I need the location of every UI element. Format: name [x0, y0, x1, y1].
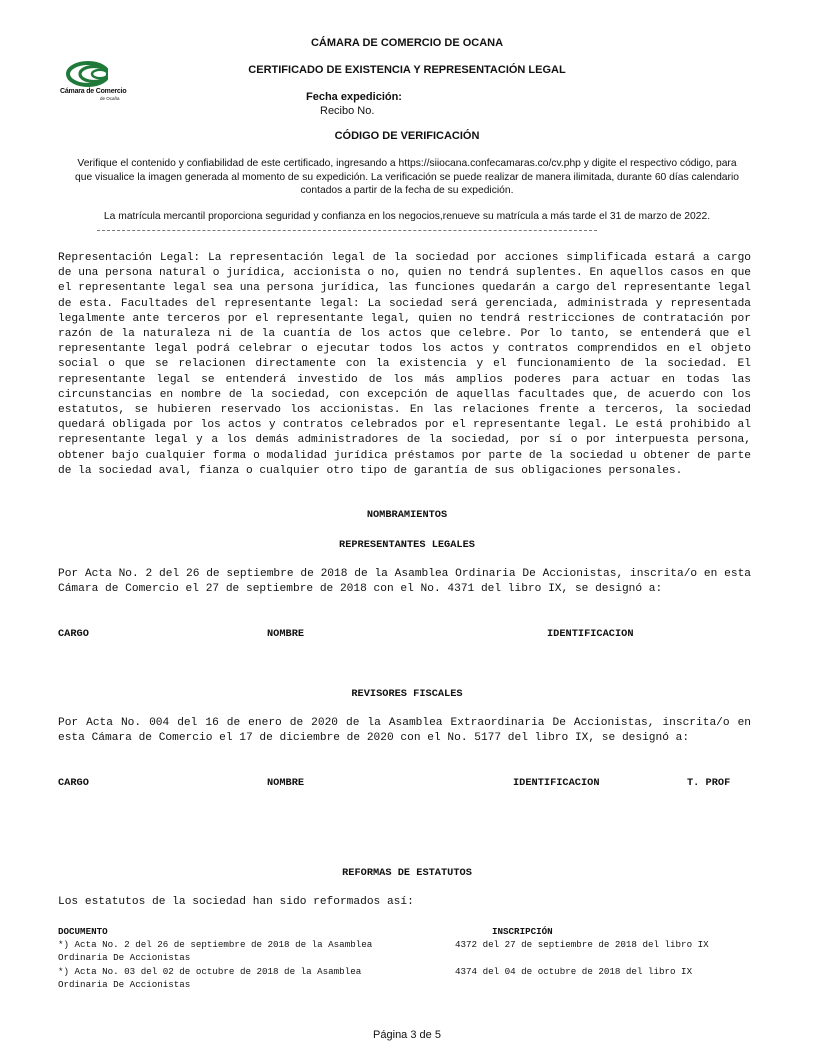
fecha-expedicion-label: Fecha expedición:	[306, 91, 402, 103]
reformas-col-documento: DOCUMENTO	[58, 926, 108, 937]
reforma-row	[58, 939, 458, 964]
reformas-col-inscripcion: INSCRIPCIÓN	[492, 926, 553, 937]
logo-text-line1: Cámara de Comercio	[60, 88, 127, 95]
rev-col-nombre: NOMBRE	[267, 777, 305, 789]
revisores-fiscales-paragraph: Por Acta No. 004 del 16 de enero de 2020 de la Asamblea Extraordinaria De Accionistas, inscrita/o en esta Cámara de Comercio el 17 de diciembre de 2020 con el No. 5177 del libro IX, se designó a:	[58, 717, 751, 745]
representacion-legal-paragraph: Representación Legal: La representación legal de la sociedad por acciones simplificada estará a cargo de una persona natural o jurídica, accionista o no, quien no tendrá suplentes. En aquellos casos en que el representante legal sea una persona jurídica, las funciones quedarán a cargo del representante legal de esta. Facultades del representante legal: La sociedad será gerenciada, administrada y representada legalmente ante terceros por el representante legal, quien no tendrá restricciones de contratación por razón de la naturaleza ni de la cuantía de los actos que celebre. Por lo tanto, se entenderá que el representante legal podrá celebrar o ejecutar todos los actos y contratos comprendidos en el objeto social o que se relacionen directamente con la existencia y el funcionamiento de la sociedad. El representante legal se entenderá investido de los más amplios poderes para actuar en todas las circunstancias en nombre de la sociedad, con excepción de aquellas facultades que, de acuerdo con los estatutos, se hubieren reservado los accionistas. En las relaciones frente a terceros, la sociedad quedará obligada por los actos y contratos celebrados por el representante legal. Le está prohibido al representante legal y a los demás administradores de la sociedad, por sí o por interpuesta persona, obtener bajo cualquier forma o modalidad jurídica préstamos por parte de la sociedad u obtener de parte de la sociedad aval, fianza o cualquier otro tipo de garantía de sus obligaciones personales.	[58, 252, 751, 477]
verification-notice	[0, 157, 814, 198]
reforma-row-doc-line1: *) Acta No. 2 del 26 de septiembre de 2018 de la Asamblea	[58, 939, 373, 950]
reforma-row-inscripcion: 4372 del 27 de septiembre de 2018 del libro IX	[455, 939, 709, 950]
verification-line-2: que visualice la imagen generada al momento de su expedición. La verificación se puede realizar de manera ilimitada, durante 60 días calendario	[75, 171, 739, 183]
reforma-row	[58, 966, 458, 991]
reforma-row-doc-line2: Ordinaria De Accionistas	[58, 951, 191, 963]
rev-col-cargo: CARGO	[58, 777, 89, 789]
verification-line-3: contados a partir de la fecha de su expedición.	[300, 185, 514, 196]
rev-col-tprof: T. PROF	[687, 777, 731, 789]
representantes-legales-title: REPRESENTANTES LEGALES	[339, 539, 475, 551]
reformas-title: REFORMAS DE ESTATUTOS	[342, 867, 472, 879]
certificate-title: CERTIFICADO DE EXISTENCIA Y REPRESENTACIÓN LEGAL	[248, 64, 566, 76]
verification-line-1: Verifique el contenido y confiabilidad de este certificado, ingresando a https://siiocana.confecamaras.co/cv.php y digite el respectivo código, para	[77, 158, 737, 169]
rep-col-nombre: NOMBRE	[267, 628, 305, 640]
rep-col-identificacion: IDENTIFICACION	[547, 628, 634, 640]
matricula-notice: La matrícula mercantil proporciona seguridad y confianza en los negocios,renueve su matrícula a más tarde el 31 de marzo de 2022.	[103, 211, 711, 222]
reforma-row-inscripcion: 4374 del 04 de octubre de 2018 del libro IX	[455, 966, 693, 977]
org-name: CÁMARA DE COMERCIO DE OCANA	[310, 37, 504, 49]
page-number: Página 3 de 5	[373, 1029, 441, 1041]
rep-col-cargo: CARGO	[58, 628, 89, 640]
reforma-row-doc-line1: *) Acta No. 03 del 02 de octubre de 2018 de la Asamblea	[58, 966, 362, 977]
reformas-intro: Los estatutos de la sociedad han sido reformados así:	[58, 896, 414, 908]
recibo-label: Recibo No.	[320, 105, 375, 117]
codigo-verificacion-title: CÓDIGO DE VERIFICACIÓN	[334, 130, 480, 142]
revisores-fiscales-title: REVISORES FISCALES	[351, 688, 463, 700]
dashed-divider	[97, 230, 597, 231]
rev-col-identificacion: IDENTIFICACION	[513, 777, 600, 789]
nombramientos-title: NOMBRAMIENTOS	[366, 509, 448, 521]
representantes-legales-paragraph: Por Acta No. 2 del 26 de septiembre de 2018 de la Asamblea Ordinaria De Accionistas, inscrita/o en esta Cámara de Comercio el 27 de septiembre de 2018 con el No. 4371 del libro IX, se designó a:	[58, 568, 751, 596]
logo-text-line2: de Ocaña	[100, 96, 120, 101]
reforma-row-doc-line2: Ordinaria De Accionistas	[58, 978, 191, 990]
